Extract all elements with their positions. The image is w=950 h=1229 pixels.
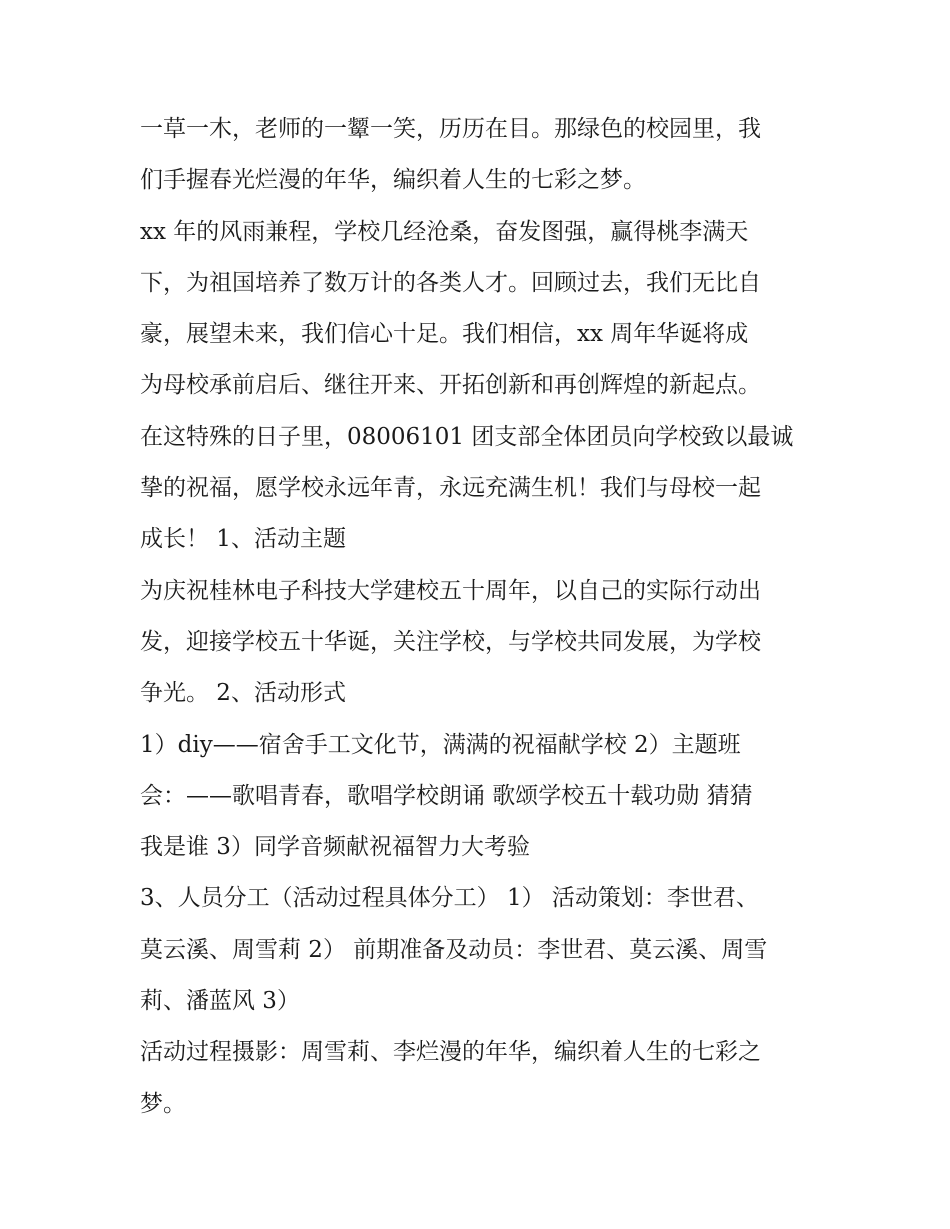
text-line-20: 梦。 xyxy=(140,1090,186,1117)
text-line-9: 成长！ 1、活动主题 xyxy=(140,526,346,553)
text-line-5: 豪，展望未来，我们信心十足。我们相信，xx 周年华诞将成 xyxy=(140,321,749,348)
text-line-13: 1）diy——宿舍手工文化节，满满的祝福献学校 2）主题班 xyxy=(140,731,741,758)
text-line-16: 3、人员分工（活动过程具体分工） 1） 活动策划：李世君、 xyxy=(140,885,759,912)
text-line-4: 下，为祖国培养了数万计的各类人才。回顾过去，我们无比自 xyxy=(140,269,761,296)
text-line-6: 为母校承前启后、继往开来、开拓创新和再创辉煌的新起点。 xyxy=(140,372,761,399)
text-line-15: 我是谁 3）同学音频献祝福智力大考验 xyxy=(140,834,530,861)
text-line-7: 在这特殊的日子里，08006101 团支部全体团员向学校致以最诚 xyxy=(140,423,794,450)
text-line-2: 们手握春光烂漫的年华，编织着人生的七彩之梦。 xyxy=(140,167,646,194)
text-line-10: 为庆祝桂林电子科技大学建校五十周年，以自己的实际行动出 xyxy=(140,577,761,604)
text-line-18: 莉、潘蓝风 3） xyxy=(140,988,300,1015)
document-body xyxy=(140,104,830,1130)
text-line-11: 发，迎接学校五十华诞，关注学校，与学校共同发展，为学校 xyxy=(140,628,761,655)
text-line-17: 莫云溪、周雪莉 2） 前期准备及动员：李世君、莫云溪、周雪 xyxy=(140,936,768,963)
text-line-3: xx 年的风雨兼程，学校几经沧桑，奋发图强，赢得桃李满天 xyxy=(140,218,749,245)
text-line-19: 活动过程摄影：周雪莉、李烂漫的年华，编织着人生的七彩之 xyxy=(140,1039,761,1066)
text-line-12: 争光。 2、活动形式 xyxy=(140,680,346,707)
text-line-1: 一草一木，老师的一颦一笑，历历在目。那绿色的校园里，我 xyxy=(140,116,761,142)
text-line-8: 挚的祝福，愿学校永远年青，永远充满生机！我们与母校一起 xyxy=(140,475,761,502)
text-line-14: 会：——歌唱青春，歌唱学校朗诵 歌颂学校五十载功勋 猜猜 xyxy=(140,782,753,809)
